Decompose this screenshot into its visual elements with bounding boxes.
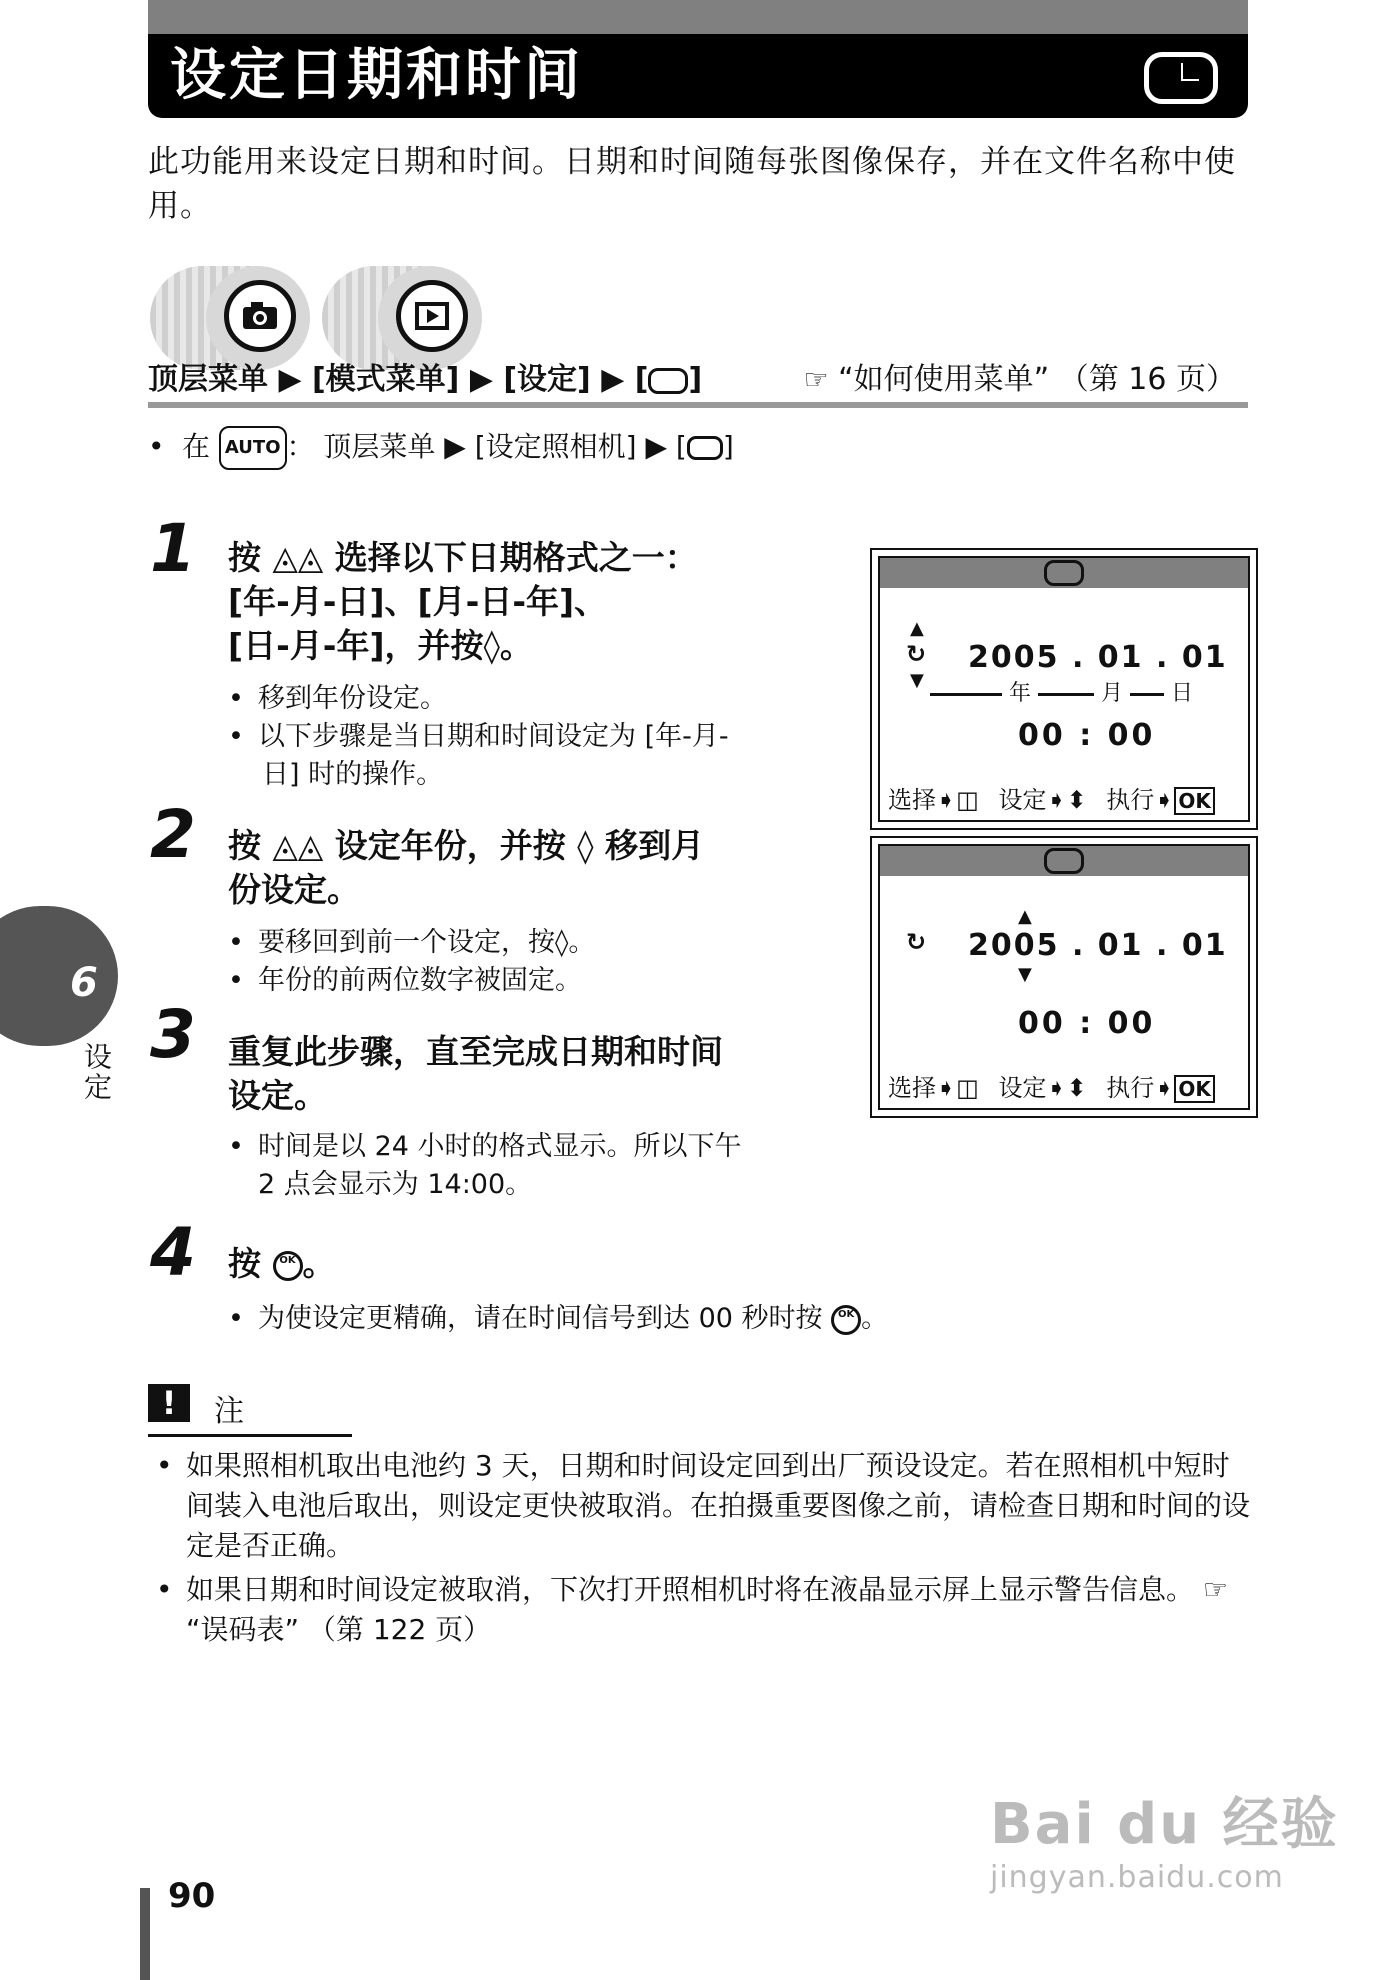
reference-hand-icon: ☞: [803, 363, 829, 396]
note-heading: [148, 1380, 352, 1437]
chapter-tab: [0, 906, 118, 1046]
step-number: 3: [150, 996, 196, 1073]
intro-text: 此功能用来设定日期和时间。日期和时间随每张图像保存，并在文件名称中使用。: [148, 144, 1236, 224]
lcd-screen-year-setting: [870, 836, 1258, 1118]
clock-icon: [1144, 52, 1218, 104]
clock-icon: [648, 368, 688, 394]
down-arrow-icon: ▼: [1018, 964, 1032, 985]
step-2-bullets: • 要移回到前一个设定，按◊。 • 年份的前两位数字被固定。: [228, 927, 596, 996]
menu-path-end: ]: [688, 362, 703, 397]
cycle-icon: ↻: [906, 928, 927, 956]
menu-path-text: 顶层菜单 ▶ [模式菜单] ▶ [设定] ▶ [: [148, 362, 649, 397]
lcd-header: [880, 558, 1248, 588]
lcd-time: 00 : 00: [1018, 718, 1156, 753]
watermark: [990, 1780, 1350, 1900]
mode-dial-note: • 在 AUTO ： 顶层菜单 ▶ [设定照相机] ▶ [ ]: [148, 426, 734, 470]
title-strip: [148, 0, 1248, 34]
page-title: 设定日期和时间: [170, 43, 583, 108]
left-arrow-icon: ◊: [555, 927, 569, 958]
step-2-text: 按 ◬◬ 设定年份，并按 ◊ 移到月 份设定。: [228, 826, 705, 909]
cycle-icon: ↻: [906, 640, 927, 668]
note-title: 注: [214, 1394, 244, 1429]
right-arrow-icon: ◊: [577, 826, 594, 865]
lcd-footer: 选择➧◫ 设定➧⬍ 执行➧ OK: [880, 780, 1248, 820]
step-number: 4: [150, 1214, 196, 1291]
clock-icon: [687, 436, 723, 460]
ok-menu-button-icon: OK: [273, 1251, 303, 1281]
playback-icon: [396, 280, 468, 352]
page-edge-bar: [140, 1888, 150, 1980]
up-down-arrows-icon: ◬◬: [272, 826, 324, 865]
reference-hand-icon: ☞: [1202, 1573, 1229, 1606]
note-path: ： 顶层菜单 ▶ [设定照相机] ▶ [: [286, 430, 687, 463]
step-1-bullets: • 移到年份设定。 • 以下步骤是当日期和时间设定为 [年-月- 日] 时的操作。: [228, 683, 729, 790]
watermark-url: jingyan.baidu.com: [990, 1860, 1284, 1895]
up-down-arrows-icon: ◬◬: [272, 538, 324, 577]
chapter-number: 6: [70, 960, 98, 1006]
mode-dial-icon: AUTO: [219, 426, 287, 470]
step-number: 2: [150, 796, 196, 873]
ok-menu-button-icon: OK: [831, 1305, 861, 1335]
note-path-end: ]: [722, 430, 734, 463]
page-reference: [803, 358, 1236, 402]
down-arrow-icon: ▼: [910, 670, 924, 691]
step-4-text: 按 OK 。: [228, 1244, 336, 1283]
lcd-date: 2005 . 01 . 01: [968, 640, 1228, 675]
right-arrow-icon: ◊: [483, 626, 500, 665]
lcd-date: 2005 . 01 . 01: [968, 928, 1228, 963]
up-arrow-icon: ▲: [1018, 906, 1032, 927]
menu-path: [148, 358, 1248, 408]
lcd-screen-date-format: [870, 548, 1258, 830]
note-prefix: 在: [182, 430, 211, 463]
note-item: • 如果照相机取出电池约 3 天，日期和时间设定回到出厂预设设定。若在照相机中短时间装入电池后取出，则设定更快被取消。在拍摄重要图像之前，请检查日期和时间的设定是否正确。: [156, 1449, 1251, 1562]
camera-icon: [224, 280, 296, 352]
up-arrow-icon: ▲: [910, 618, 924, 639]
set-arrows-icon: ➧⬍: [1046, 1074, 1087, 1102]
step-3-text: 重复此步骤，直至完成日期和时间 设定。: [228, 1032, 723, 1115]
lcd-time: 00 : 00: [1018, 1006, 1156, 1041]
select-arrows-icon: ➧◫: [936, 1074, 979, 1102]
lcd-footer: 选择➧◫ 设定➧⬍ 执行➧ OK: [880, 1068, 1248, 1108]
ok-button-icon: OK: [1174, 787, 1215, 815]
step-4-bullets: • 为使设定更精确，请在时间信号到达 00 秒时按 OK 。: [228, 1303, 889, 1334]
step-3-bullets: • 时间是以 24 小时的格式显示。所以下午 2 点会显示为 14:00。: [228, 1131, 742, 1200]
ok-button-icon: OK: [1174, 1075, 1215, 1103]
set-arrows-icon: ➧⬍: [1046, 786, 1087, 814]
page-number: 90: [168, 1876, 216, 1916]
step-number: 1: [150, 510, 196, 587]
date-format-labels: 年 月 日: [930, 676, 1230, 707]
lcd-header: [880, 846, 1248, 876]
note-item: • 如果日期和时间设定被取消，下次打开照相机时将在液晶显示屏上显示警告信息。 ☞ “误码表” （第 122 页）: [156, 1573, 1229, 1646]
clock-icon: [1044, 560, 1084, 586]
title-bar: [148, 0, 1248, 118]
caution-icon: !: [148, 1384, 190, 1422]
clock-icon: [1044, 848, 1084, 874]
select-arrows-icon: ➧◫: [936, 786, 979, 814]
chapter-label: 设定: [80, 1042, 113, 1102]
step-1-text: 按 ◬◬ 选择以下日期格式之一： [年-月-日]、[月-日-年]、 [日-月-年]，并按◊。: [228, 538, 698, 665]
reference-text: “如何使用菜单” （第 16 页）: [838, 362, 1236, 397]
watermark-brand: Bai du 经验: [990, 1792, 1339, 1857]
